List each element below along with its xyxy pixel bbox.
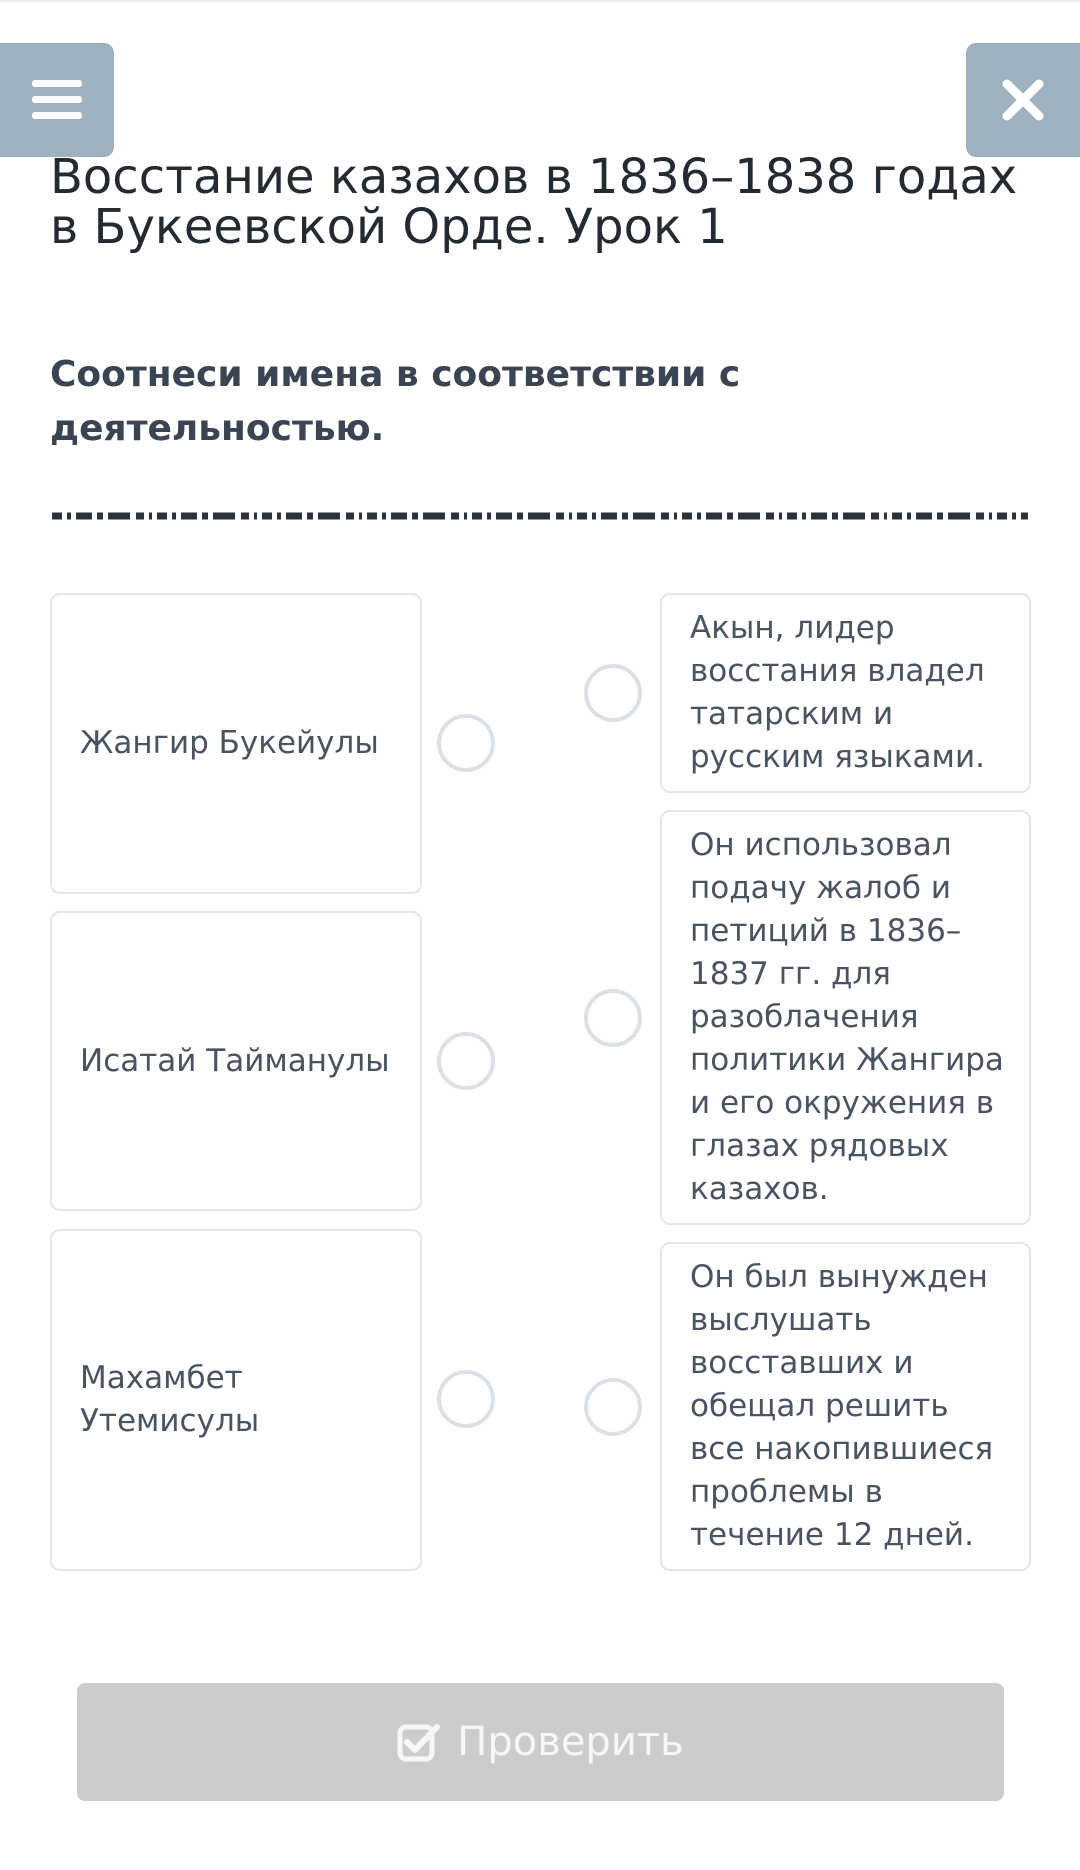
match-right-connector-2[interactable] [584, 989, 642, 1047]
match-right-item-1[interactable] [660, 593, 1031, 793]
match-left-connector-1[interactable] [437, 714, 495, 772]
match-right-label: Он использовал подачу жалоб и петиций в 1836–1837 гг. для разоблачения политики Жангира и его окружения в глазах рядовых казахов. [690, 827, 1004, 1207]
match-left-label: Жангир Букейулы [80, 725, 379, 761]
match-left-label: Махамбет Утемисулы [80, 1360, 260, 1439]
match-left-item-2[interactable] [50, 911, 422, 1211]
match-right-label: Акын, лидер восстания владел татарским и русским языками. [690, 610, 985, 775]
match-right-connector-1[interactable] [584, 664, 642, 722]
match-left-item-3[interactable] [50, 1229, 422, 1571]
check-button[interactable] [77, 1683, 1004, 1801]
match-left-item-1[interactable] [50, 593, 422, 894]
match-right-label: Он был вынужден выслушать восставших и обещал решить все накопившиеся проблемы в течение 12 дней. [690, 1259, 994, 1553]
match-left-connector-2[interactable] [437, 1032, 495, 1090]
task-question: Соотнеси имена в соответствии с деятельностью. [50, 354, 741, 449]
match-right-item-3[interactable] [660, 1242, 1031, 1571]
close-button[interactable] [966, 43, 1080, 157]
hamburger-menu-icon [30, 78, 84, 122]
close-x-icon [1001, 78, 1045, 122]
check-button-label: Проверить [457, 1719, 684, 1765]
match-left-label: Исатай Тайманулы [80, 1042, 390, 1079]
match-right-item-2[interactable] [660, 810, 1031, 1225]
menu-button[interactable] [0, 43, 114, 157]
match-right-connector-3[interactable] [584, 1378, 642, 1436]
checkbox-check-icon [397, 1722, 441, 1762]
match-left-connector-3[interactable] [437, 1370, 495, 1428]
top-divider [0, 0, 1080, 4]
lesson-title: Восстание казахов в 1836–1838 годах в Букеевской Орде. Урок 1 [50, 149, 1018, 255]
dashed-separator [52, 511, 1028, 521]
